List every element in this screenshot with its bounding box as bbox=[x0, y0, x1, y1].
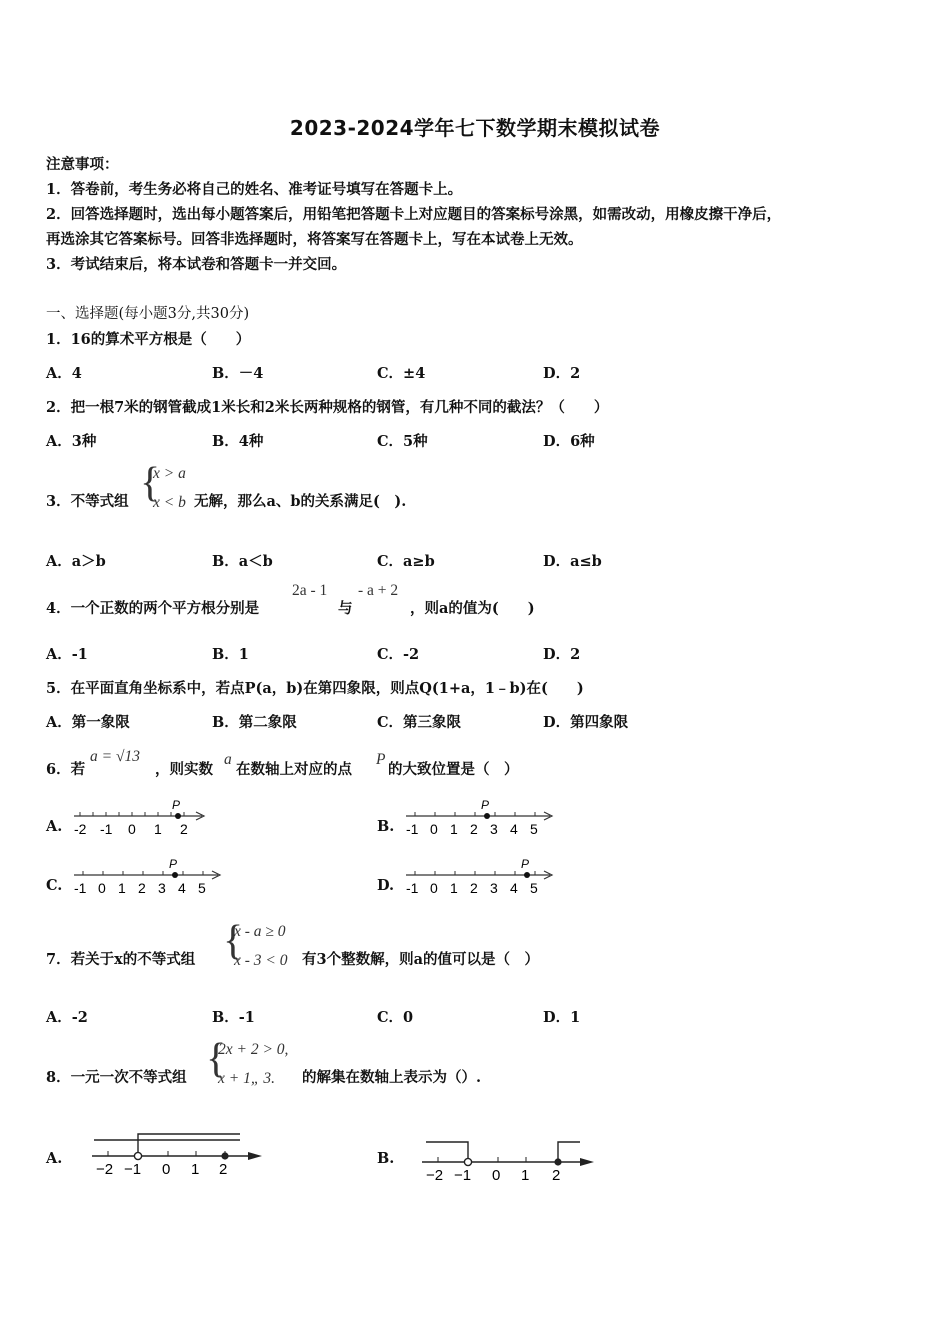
q8-brace: { bbox=[206, 1036, 227, 1082]
q1-stem: 1．16的算术平方根是（ ） bbox=[46, 331, 251, 348]
solution-bracket-left bbox=[426, 1142, 468, 1162]
tick-label: 4 bbox=[510, 880, 518, 896]
notice-heading: 注意事项： bbox=[46, 156, 119, 173]
q6-expr: a = √13 bbox=[90, 748, 140, 765]
q7-brace: { bbox=[223, 918, 244, 964]
tick-label: 2 bbox=[552, 1167, 561, 1184]
tick-label: -1 bbox=[100, 821, 113, 837]
q6-numberline-a[interactable] bbox=[70, 796, 210, 840]
q4-mid: 与 bbox=[338, 600, 353, 617]
tick-label: -2 bbox=[74, 821, 87, 837]
q8-prefix: 8．一元一次不等式组 bbox=[46, 1069, 187, 1086]
q5-option-a[interactable]: A．第一象限 bbox=[46, 714, 130, 731]
tick-label: 5 bbox=[198, 880, 206, 896]
point-p-label: P bbox=[172, 798, 181, 812]
q6-option-d[interactable]: D. bbox=[377, 877, 395, 894]
q3-inequality-2: x < b bbox=[153, 494, 186, 511]
q7-option-d[interactable]: D．1 bbox=[543, 1009, 581, 1026]
tick-label: 1 bbox=[154, 821, 162, 837]
q7-inequality-1: x - a ≥ 0 bbox=[234, 923, 286, 940]
tick-label: 4 bbox=[510, 821, 518, 837]
q3-option-c[interactable]: C．a≥b bbox=[377, 553, 435, 570]
point-p-label: P bbox=[169, 857, 178, 871]
q6-option-a[interactable]: A. bbox=[46, 818, 63, 835]
q6-var-p: P bbox=[376, 751, 386, 768]
q5-option-d[interactable]: D．第四象限 bbox=[543, 714, 629, 731]
q4-expr-1: 2a - 1 bbox=[292, 582, 328, 599]
tick-label: 1 bbox=[191, 1161, 200, 1178]
q2-option-c[interactable]: C．5种 bbox=[377, 433, 428, 450]
open-point bbox=[464, 1158, 471, 1165]
q3-option-a[interactable]: A．a＞b bbox=[46, 553, 106, 570]
tick-label: 3 bbox=[490, 821, 498, 837]
tick-label: 0 bbox=[162, 1161, 171, 1178]
q2-option-d[interactable]: D．6种 bbox=[543, 433, 595, 450]
tick-label: -1 bbox=[406, 821, 419, 837]
q8-numberline-b[interactable] bbox=[418, 1134, 600, 1184]
q2-option-a[interactable]: A．3种 bbox=[46, 433, 97, 450]
q7-inequality-2: x - 3 < 0 bbox=[234, 952, 288, 969]
notice-line-1: 1．答卷前，考生务必将自己的姓名、准考证号填写在答题卡上。 bbox=[46, 181, 463, 198]
tick-label: 2 bbox=[470, 880, 478, 896]
q8-numberline-a[interactable] bbox=[88, 1128, 268, 1178]
q3-inequality-1: x > a bbox=[153, 465, 186, 482]
page-title: 2023-2024学年七下数学期末模拟试卷 bbox=[289, 116, 661, 140]
open-point bbox=[134, 1152, 141, 1159]
q3-brace: { bbox=[140, 460, 161, 506]
q4-option-c[interactable]: C．-2 bbox=[377, 646, 420, 663]
q6-prefix: 6．若 bbox=[46, 761, 86, 778]
point-p bbox=[172, 872, 178, 878]
tick-label: −2 bbox=[426, 1167, 444, 1184]
q8-inequality-2: x + 1„ 3. bbox=[218, 1070, 275, 1087]
tick-label: 3 bbox=[158, 880, 166, 896]
notice-line-2a: 2．回答选择题时，选出每小题答案后，用铅笔把答题卡上对应题目的答案标号涂黑，如需改动，用橡皮擦干净后， bbox=[46, 206, 782, 223]
axis-arrow bbox=[248, 1152, 262, 1160]
q2-option-b[interactable]: B．4种 bbox=[212, 433, 264, 450]
q6-numberline-d[interactable] bbox=[402, 855, 562, 899]
q3-option-d[interactable]: D．a≤b bbox=[543, 553, 602, 570]
q1-option-d[interactable]: D．2 bbox=[543, 365, 581, 382]
point-p-label: P bbox=[521, 857, 530, 871]
tick-label: 0 bbox=[98, 880, 106, 896]
tick-label: 2 bbox=[470, 821, 478, 837]
q1-option-c[interactable]: C．±4 bbox=[377, 365, 426, 382]
section-heading: 一、选择题(每小题3分,共30分) bbox=[46, 306, 250, 322]
q6-var-a: a bbox=[224, 751, 232, 768]
notice-line-2b: 再选涂其它答案标号。回答非选择题时，将答案写在答题卡上，写在本试卷上无效。 bbox=[46, 231, 583, 248]
q5-option-c[interactable]: C．第三象限 bbox=[377, 714, 462, 731]
tick-label: 1 bbox=[521, 1167, 530, 1184]
tick-label: 1 bbox=[118, 880, 126, 896]
q4-option-d[interactable]: D．2 bbox=[543, 646, 581, 663]
tick-label: −2 bbox=[96, 1161, 114, 1178]
point-p-label: P bbox=[481, 798, 490, 812]
q6-suffix: 的大致位置是（ ） bbox=[388, 761, 519, 778]
tick-label: 0 bbox=[128, 821, 136, 837]
q8-option-b[interactable]: B. bbox=[377, 1150, 395, 1167]
tick-label: 2 bbox=[138, 880, 146, 896]
q6-numberline-b[interactable] bbox=[402, 796, 562, 840]
tick-label: 2 bbox=[180, 821, 188, 837]
point-p bbox=[524, 872, 530, 878]
q5-stem: 5．在平面直角坐标系中，若点P(a，b)在第四象限，则点Q(1+a，1﹣b)在( ) bbox=[46, 680, 584, 697]
q6-mid-2: 在数轴上对应的点 bbox=[236, 761, 352, 778]
axis-arrow bbox=[580, 1158, 594, 1166]
tick-label: 5 bbox=[530, 821, 538, 837]
tick-label: 1 bbox=[450, 821, 458, 837]
q6-option-c[interactable]: C. bbox=[46, 877, 63, 894]
tick-label: 0 bbox=[430, 821, 438, 837]
q8-option-a[interactable]: A. bbox=[46, 1150, 63, 1167]
point-p bbox=[175, 813, 181, 819]
notice-line-3: 3．考试结束后，将本试卷和答题卡一并交回。 bbox=[46, 256, 347, 273]
q4-option-b[interactable]: B．1 bbox=[212, 646, 249, 663]
q7-option-c[interactable]: C．0 bbox=[377, 1009, 414, 1026]
q6-mid-1: ，则实数 bbox=[155, 761, 213, 778]
q8-suffix: 的解集在数轴上表示为（）. bbox=[302, 1069, 482, 1086]
q3-prefix: 3．不等式组 bbox=[46, 493, 129, 510]
q4-prefix: 4．一个正数的两个平方根分别是 bbox=[46, 600, 260, 617]
tick-label: 3 bbox=[490, 880, 498, 896]
tick-label: 2 bbox=[219, 1161, 228, 1178]
tick-label: 4 bbox=[178, 880, 186, 896]
q5-option-b[interactable]: B．第二象限 bbox=[212, 714, 297, 731]
q8-inequality-1: 2x + 2 > 0, bbox=[218, 1041, 289, 1058]
q4-expr-2: - a + 2 bbox=[358, 582, 399, 599]
tick-label: -1 bbox=[74, 880, 87, 896]
q2-stem: 2．把一根7米的钢管截成1米长和2米长两种规格的钢管，有几种不同的截法？（ ） bbox=[46, 399, 609, 416]
q3-suffix: 无解，那么a、b的关系满足( ). bbox=[194, 493, 407, 510]
point-p bbox=[484, 813, 490, 819]
q6-option-b[interactable]: B. bbox=[377, 818, 395, 835]
q1-option-a[interactable]: A．4 bbox=[46, 365, 82, 382]
q6-numberline-c[interactable] bbox=[70, 855, 230, 899]
tick-label: -1 bbox=[406, 880, 419, 896]
tick-label: −1 bbox=[124, 1161, 142, 1178]
q7-prefix: 7．若关于x的不等式组 bbox=[46, 951, 196, 968]
closed-point bbox=[554, 1158, 561, 1165]
q7-option-b[interactable]: B．-1 bbox=[212, 1009, 255, 1026]
tick-label: 5 bbox=[530, 880, 538, 896]
q3-option-b[interactable]: B．a＜b bbox=[212, 553, 273, 570]
tick-label: −1 bbox=[454, 1167, 472, 1184]
q7-suffix: 有3个整数解，则a的值可以是（ ） bbox=[302, 951, 539, 968]
tick-label: 0 bbox=[430, 880, 438, 896]
solution-bracket-right bbox=[558, 1142, 580, 1162]
tick-label: 0 bbox=[492, 1167, 501, 1184]
q7-option-a[interactable]: A．-2 bbox=[46, 1009, 88, 1026]
q1-option-b[interactable]: B．－4 bbox=[212, 365, 264, 382]
q4-option-a[interactable]: A．-1 bbox=[46, 646, 88, 663]
tick-label: 1 bbox=[450, 880, 458, 896]
q4-suffix: ，则a的值为( ) bbox=[410, 600, 535, 617]
closed-point bbox=[221, 1152, 228, 1159]
